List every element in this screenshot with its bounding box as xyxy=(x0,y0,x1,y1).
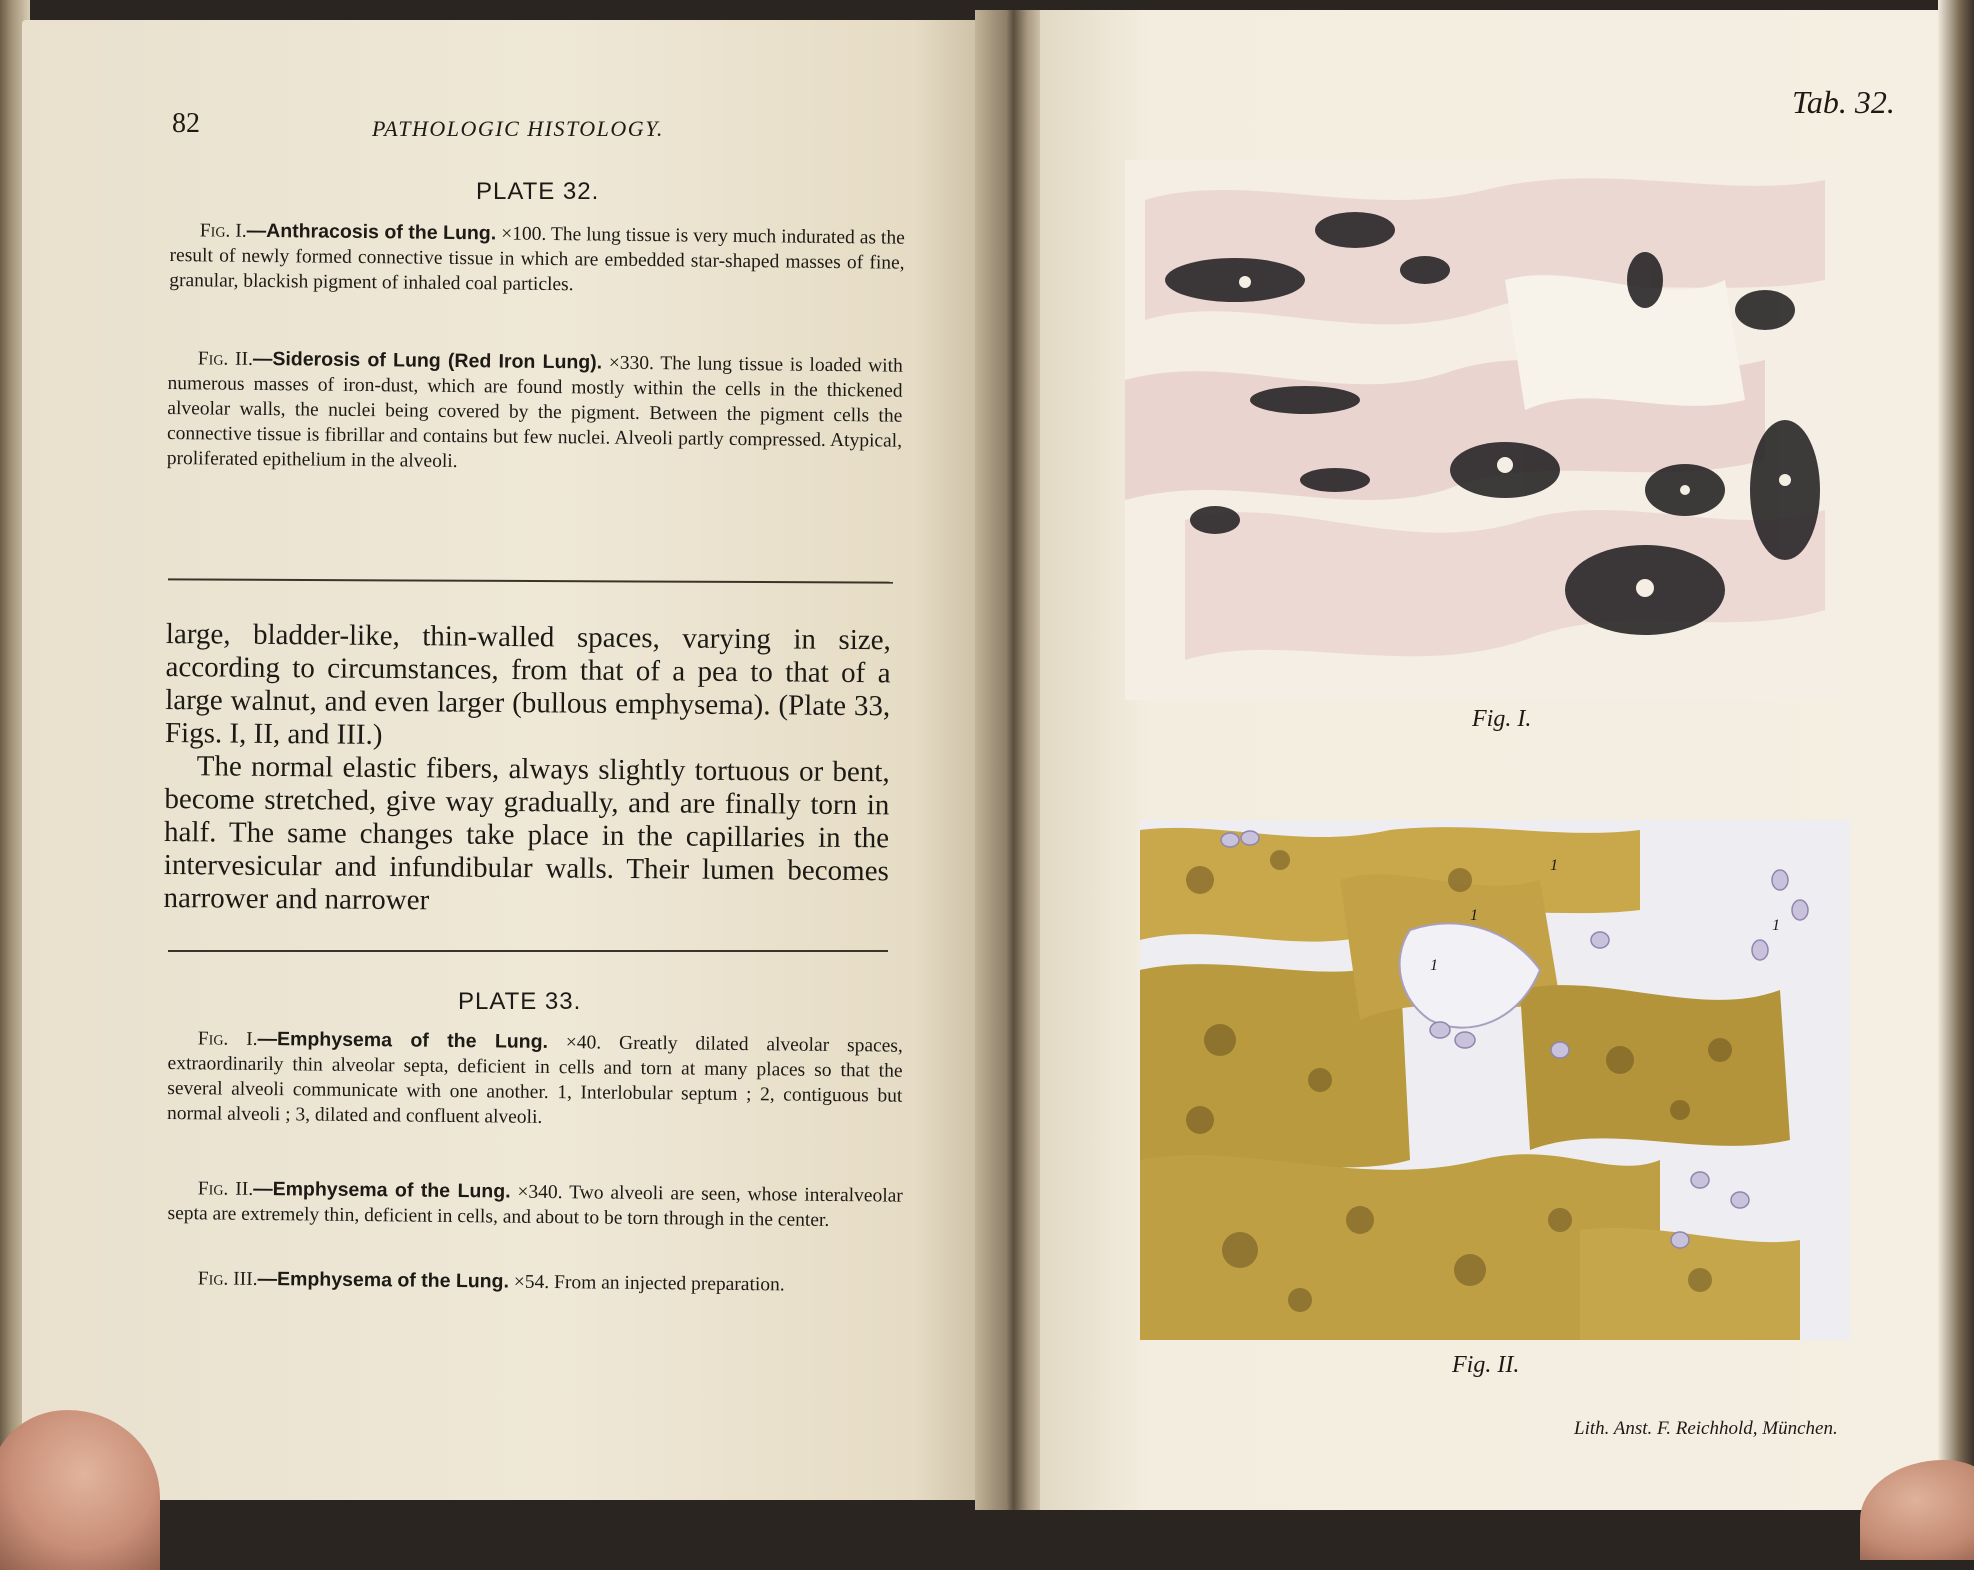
body-text xyxy=(163,618,891,921)
figure-1-anthracosis-illustration xyxy=(1125,160,1845,700)
caption-text: ×40. Greatly dilated alveolar spaces, extraordinarily thin alveolar septa, deficient in cells and torn at many places so that the several alveoli communicate with one another. 1, Interlobular septum ; 2, contiguous but normal alveoli ; 3, dilated and confluent alveoli. xyxy=(166,1031,903,1128)
fig2-label-1d: 1 xyxy=(1772,917,1780,934)
caption-fig-label: Fig. I. xyxy=(197,1028,258,1050)
caption-text: ×330. The lung tissue is loaded with numerous masses of iron-dust, which are found mostly within the cells in the thickened alveolar walls, the nuclei being covered by the pigment. Between the pigment cells the connective tissue is fibrillar and contains but few nuclei. Alveoli partly compressed. Atypical, proliferated epithelium in the alveoli. xyxy=(166,352,903,473)
caption-title: —Anthracosis of the Lung. xyxy=(246,219,497,245)
caption-text: ×54. From an injected preparation. xyxy=(508,1271,785,1296)
fig2-label-1b: 1 xyxy=(1550,857,1558,874)
plate-33-fig-1-caption xyxy=(167,1026,903,1134)
caption-text: ×340. Two alveoli are seen, whose interalveolar septa are extremely thin, deficient in cells, and about to be torn through in the center. xyxy=(167,1181,903,1231)
caption-text: ×100. The lung tissue is very much indurated as the result of newly formed connective tissue in which are embedded star-shaped masses of fine, granular, blackish pigment of inhaled coal particles. xyxy=(169,223,905,296)
fig2-label-1a: 1 xyxy=(1470,907,1478,924)
caption-fig-label: Fig. II. xyxy=(197,348,254,370)
plate-32-heading: PLATE 32. xyxy=(476,178,600,205)
running-head: PATHOLOGIC HISTOLOGY. xyxy=(372,116,664,141)
body-paragraph-2: The normal elastic fibers, always slightly tortuous or bent, become stretched, give way gradually, and are finally torn in half. The same changes take place in the capillaries in the intervesicular and infundibular walls. Their lumen becomes narrower and narrower xyxy=(163,750,890,917)
caption-title: —Emphysema of the Lung. xyxy=(257,1267,510,1293)
right-page-edges xyxy=(1938,0,1974,1540)
figure-2-label: Fig. II. xyxy=(1452,1352,1520,1378)
figure-2-siderosis-illustration xyxy=(1140,820,1850,1340)
plate-32-fig-2-caption xyxy=(167,346,903,479)
caption-fig-label: Fig. III. xyxy=(197,1268,258,1290)
body-paragraph-1: large, bladder-like, thin-walled spaces, varying in size, according to circumstances, from that of a pea to that of a large walnut, and even larger (bullous emphysema). (Plate 33, Figs. I, II, and III.) xyxy=(164,618,891,751)
plate-tab-label: Tab. 32. xyxy=(1792,84,1895,120)
caption-fig-label: Fig. II. xyxy=(197,1178,254,1200)
caption-title: —Emphysema of the Lung. xyxy=(253,1177,511,1203)
caption-title: —Siderosis of Lung (Red Iron Lung). xyxy=(252,347,603,374)
caption-title: —Emphysema of the Lung. xyxy=(257,1027,549,1053)
plate-32-fig-1-caption xyxy=(169,218,905,301)
fig2-label-1c: 1 xyxy=(1430,957,1438,974)
figure-1-label: Fig. I. xyxy=(1472,706,1532,732)
caption-fig-label: Fig. I. xyxy=(199,220,247,242)
book-gutter xyxy=(975,10,1045,1510)
plate-33-fig-2-caption xyxy=(167,1176,902,1234)
plate-33-heading: PLATE 33. xyxy=(458,988,582,1015)
divider-rule-bottom xyxy=(168,950,888,952)
page-number: 82 xyxy=(172,108,200,139)
lithographer-imprint: Lith. Anst. F. Reichhold, München. xyxy=(1574,1418,1838,1439)
